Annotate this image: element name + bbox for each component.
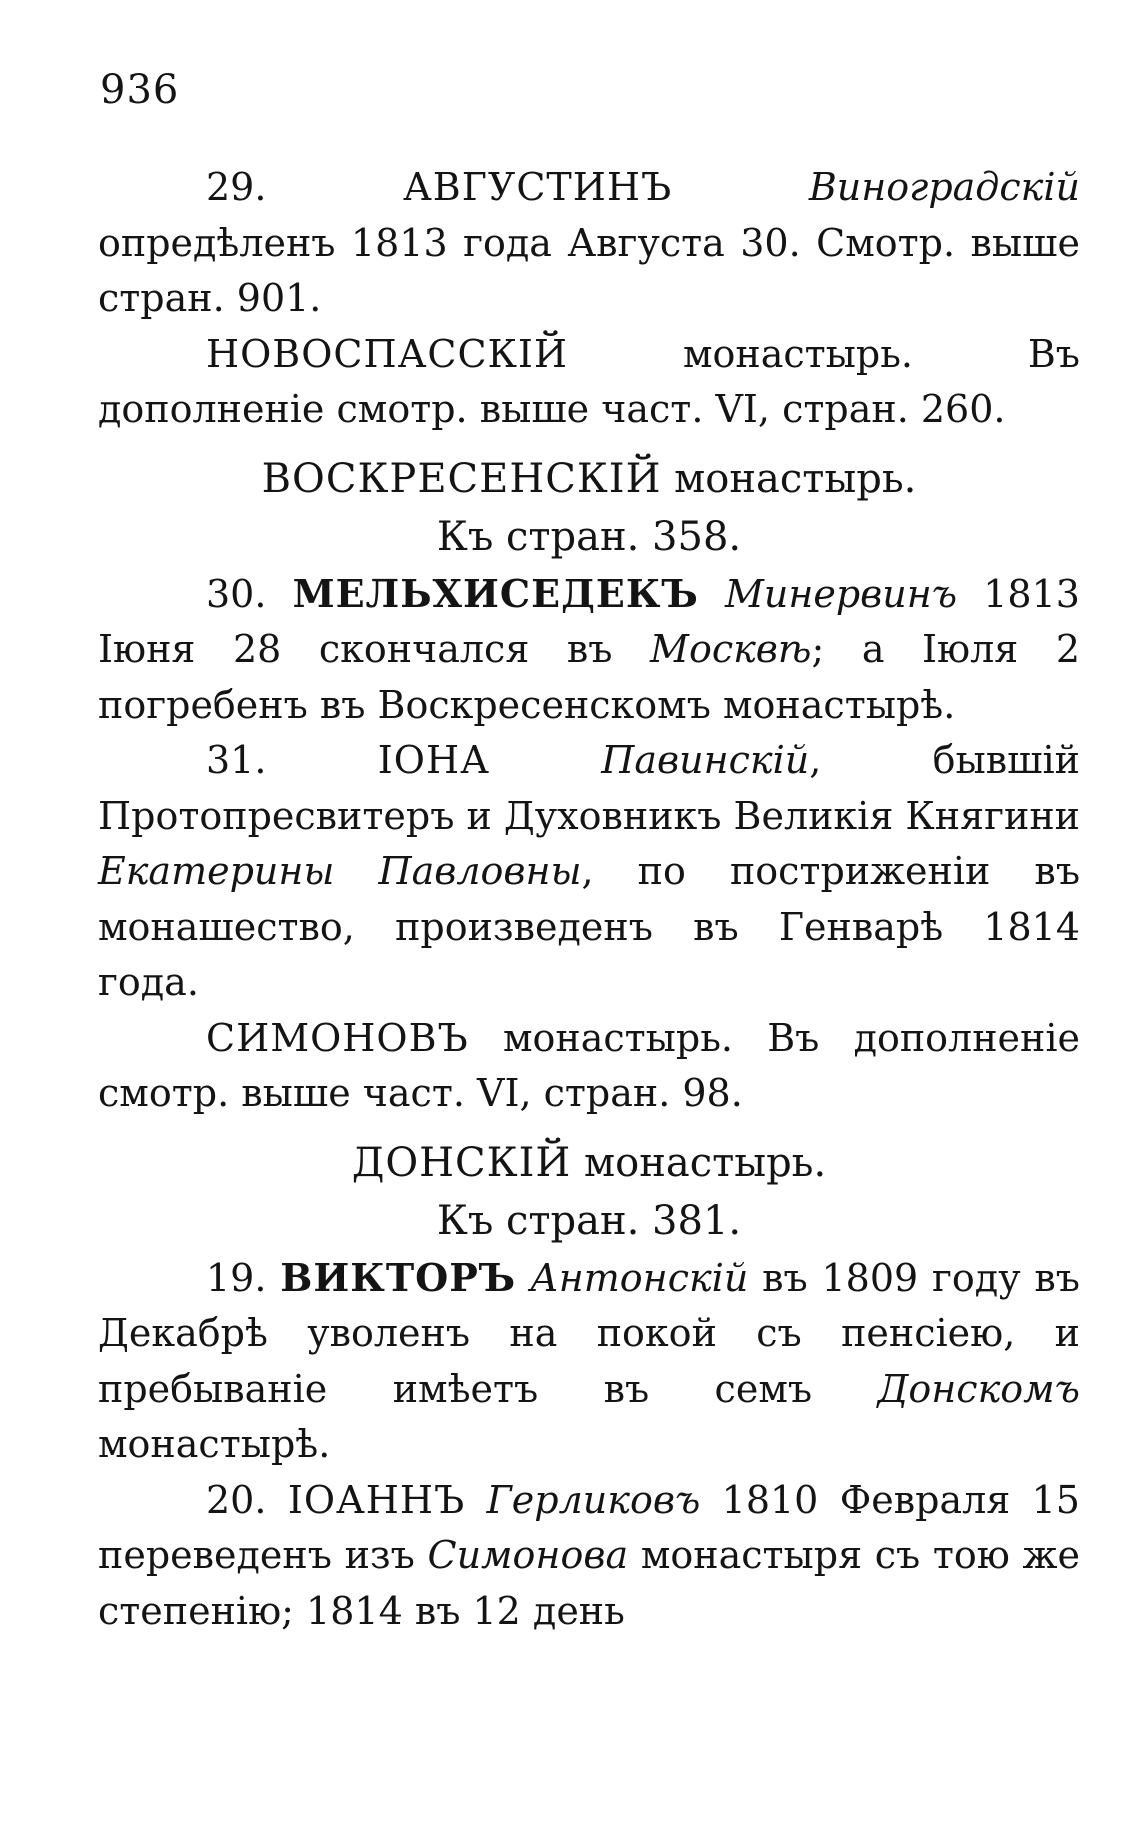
entry-19: [98, 1250, 1080, 1473]
entry-text: опредѣленъ 1813 года Августа 30. Смотр. выше стран. 901.: [98, 220, 1080, 320]
entry-name: ІОНА: [377, 738, 490, 782]
entry-name: МЕЛЬХИСЕДЕКЪ: [292, 570, 699, 616]
entry-surname: Герликовъ: [486, 1477, 701, 1522]
entry-20: [98, 1473, 1080, 1640]
entry-surname: Минервинъ: [724, 571, 958, 616]
entry-29: [98, 160, 1080, 327]
entry-text: , по постриженіи въ монашество, произведенъ въ Генварѣ 1814 года.: [98, 849, 1080, 1004]
entry-text: 1810 Февраля 15 переведенъ изъ: [98, 1477, 1080, 1577]
monastery-note-novospassky: [98, 327, 1080, 438]
entry-surname: Виноградскій: [808, 165, 1080, 209]
entry-number: 31.: [206, 738, 267, 782]
entry-text: , бывшій Протопресвитеръ и Духовникъ Великія Княгини: [98, 738, 1080, 838]
section-title: ДОНСКІЙ: [351, 1139, 572, 1186]
section-subtitle-voskresensky: Къ стран. 358.: [436, 513, 742, 560]
entry-text: монастыря съ тою же степенію; 1814 въ 12 день: [98, 1533, 1080, 1633]
page-number: 936: [100, 67, 180, 113]
entry-name: АВГУСТИНЪ: [403, 165, 673, 209]
entry-city: Москвѣ: [650, 627, 812, 671]
entry-30: [98, 566, 1080, 734]
monastery-name: НОВОСПАССКІЙ: [206, 331, 569, 376]
monastery-note-text: монастырь. Въ дополненіе смотр. выше част. VI, стран. 260.: [98, 331, 1080, 431]
section-subtitle-donskoy: Къ стран. 381.: [436, 1197, 742, 1244]
entry-number: 20.: [206, 1477, 267, 1522]
entry-name: ВИКТОРЪ: [280, 1254, 517, 1300]
page-text: [98, 160, 1080, 1639]
entry-text: монастырѣ.: [98, 1422, 331, 1466]
entry-surname: Павинскій: [601, 738, 810, 782]
monastery-name: СИМОНОВЪ: [206, 1015, 469, 1060]
entry-name: ІОАННЪ: [287, 1477, 466, 1522]
section-heading-donskoy: [98, 1134, 1080, 1192]
entry-place: Донскомъ: [877, 1366, 1080, 1411]
entry-number: 30.: [206, 571, 267, 616]
entry-surname: Антонскій: [529, 1255, 749, 1300]
entry-number: 19.: [206, 1255, 267, 1300]
section-title-rest: монастырь.: [584, 1139, 827, 1186]
section-title: ВОСКРЕСЕНСКІЙ: [261, 455, 662, 502]
entry-31: [98, 733, 1080, 1011]
monastery-note-simonov: [98, 1011, 1080, 1122]
monastery-note-text: монастырь. Въ дополненіе смотр. выше част. VI, стран. 98.: [98, 1015, 1080, 1115]
section-title-rest: монастырь.: [674, 455, 917, 502]
entry-text: 1813 Іюня 28 скончался въ: [98, 571, 1080, 671]
entry-place: Симонова: [427, 1533, 629, 1577]
section-heading-voskresensky: [98, 450, 1080, 508]
entry-person: Екатерины Павловны: [98, 849, 582, 893]
entry-text: ; а Іюля 2 погребенъ въ Воскресенскомъ монастырѣ.: [98, 627, 1081, 727]
entry-text: въ 1809 году въ Декабрѣ уволенъ на покой съ пенсіею, и пребываніе имѣетъ въ семъ: [98, 1255, 1080, 1411]
entry-number: 29.: [206, 165, 267, 209]
